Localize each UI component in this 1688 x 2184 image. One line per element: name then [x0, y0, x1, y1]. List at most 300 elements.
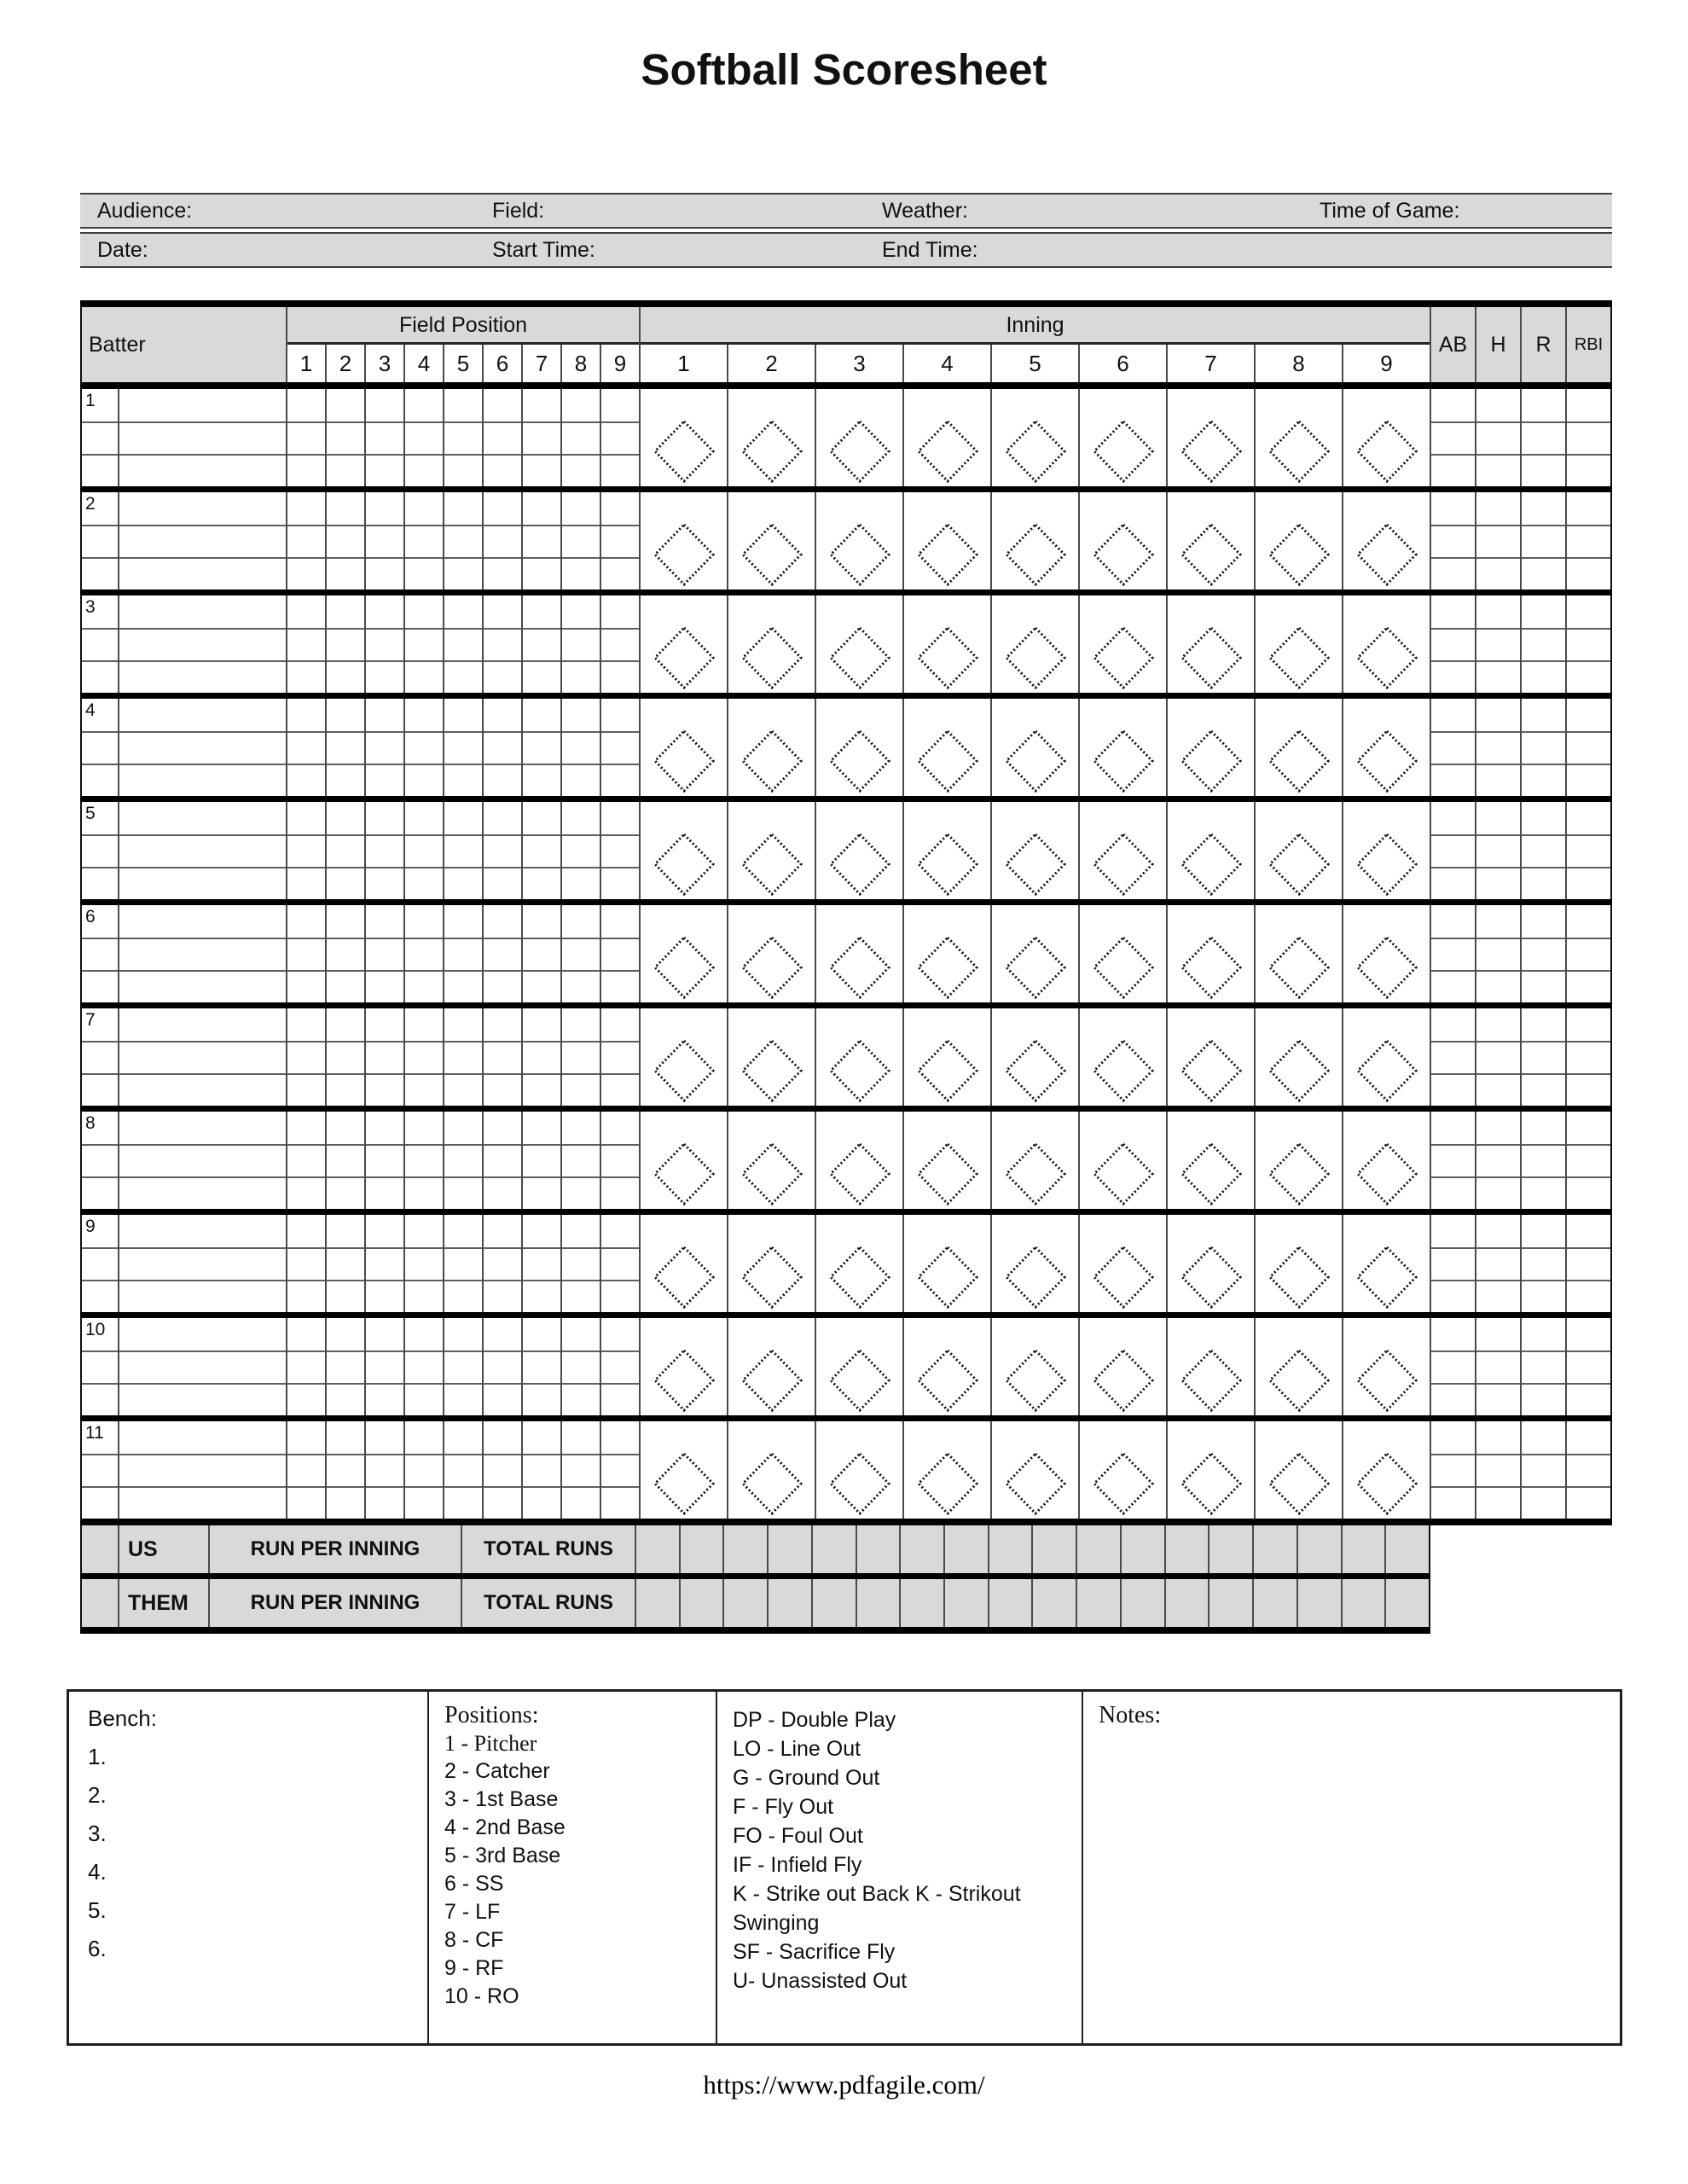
field-position-cell[interactable]: [482, 1112, 521, 1209]
inning-cell[interactable]: [641, 1112, 727, 1209]
info-field[interactable]: [865, 234, 1302, 266]
field-position-cell[interactable]: [325, 905, 364, 1002]
inning-cell[interactable]: [1342, 389, 1430, 486]
inning-cell[interactable]: [1078, 699, 1166, 796]
field-position-cell[interactable]: [521, 492, 560, 590]
field-position-cell[interactable]: [403, 905, 443, 1002]
run-cell[interactable]: [1252, 1525, 1296, 1573]
inning-cell[interactable]: [1342, 905, 1430, 1002]
run-cell[interactable]: [1341, 1525, 1385, 1573]
field-position-cell[interactable]: [364, 699, 403, 796]
field-position-cell[interactable]: [287, 389, 325, 486]
field-position-cell[interactable]: [443, 905, 482, 1002]
run-cell[interactable]: [1164, 1579, 1209, 1627]
inning-cell[interactable]: [1166, 1008, 1254, 1106]
run-cell[interactable]: [1031, 1525, 1076, 1573]
batter-name-cell[interactable]: [118, 905, 286, 1002]
run-cell[interactable]: [1076, 1525, 1120, 1573]
stat-cell[interactable]: [1430, 905, 1475, 1002]
stat-cell[interactable]: [1475, 1008, 1520, 1106]
field-position-cell[interactable]: [560, 699, 600, 796]
info-field[interactable]: [80, 195, 475, 227]
field-position-cell[interactable]: [287, 1215, 325, 1312]
field-position-cell[interactable]: [482, 699, 521, 796]
inning-cell[interactable]: [1342, 1215, 1430, 1312]
field-position-cell[interactable]: [600, 1215, 639, 1312]
inning-cell[interactable]: [727, 1112, 815, 1209]
inning-cell[interactable]: [1342, 1008, 1430, 1106]
inning-cell[interactable]: [1254, 699, 1342, 796]
field-position-cell[interactable]: [560, 492, 600, 590]
stat-cell[interactable]: [1520, 1215, 1565, 1312]
inning-cell[interactable]: [1166, 1112, 1254, 1209]
inning-cell[interactable]: [1342, 1421, 1430, 1519]
inning-cell[interactable]: [990, 1112, 1078, 1209]
stat-cell[interactable]: [1475, 905, 1520, 1002]
inning-cell[interactable]: [990, 699, 1078, 796]
inning-cell[interactable]: [641, 595, 727, 693]
field-position-cell[interactable]: [560, 1421, 600, 1519]
inning-cell[interactable]: [727, 1421, 815, 1519]
inning-cell[interactable]: [1166, 1421, 1254, 1519]
stat-cell[interactable]: [1520, 905, 1565, 1002]
field-position-cell[interactable]: [287, 595, 325, 693]
field-position-cell[interactable]: [482, 1008, 521, 1106]
inning-cell[interactable]: [641, 1421, 727, 1519]
inning-cell[interactable]: [1166, 595, 1254, 693]
footer-url[interactable]: https://www.pdfagile.com/: [703, 2070, 985, 2100]
field-position-cell[interactable]: [600, 1421, 639, 1519]
bench-item[interactable]: 6.: [88, 1936, 107, 1961]
inning-cell[interactable]: [1254, 1215, 1342, 1312]
run-cell[interactable]: [1341, 1579, 1385, 1627]
run-cell[interactable]: [1164, 1525, 1209, 1573]
field-position-cell[interactable]: [560, 1318, 600, 1415]
field-position-cell[interactable]: [364, 905, 403, 1002]
stat-cell[interactable]: [1565, 492, 1610, 590]
run-cell[interactable]: [1208, 1579, 1252, 1627]
inning-cell[interactable]: [641, 1318, 727, 1415]
bench-item[interactable]: 4.: [88, 1859, 107, 1885]
inning-cell[interactable]: [1166, 905, 1254, 1002]
field-position-cell[interactable]: [482, 595, 521, 693]
field-position-cell[interactable]: [403, 802, 443, 899]
stat-cell[interactable]: [1565, 1008, 1610, 1106]
inning-cell[interactable]: [815, 1421, 902, 1519]
inning-cell[interactable]: [902, 1112, 990, 1209]
run-cell[interactable]: [636, 1579, 679, 1627]
run-cell[interactable]: [722, 1525, 767, 1573]
inning-cell[interactable]: [727, 389, 815, 486]
field-position-cell[interactable]: [325, 699, 364, 796]
stat-cell[interactable]: [1520, 595, 1565, 693]
inning-cell[interactable]: [1254, 1421, 1342, 1519]
field-position-cell[interactable]: [521, 905, 560, 1002]
field-position-cell[interactable]: [521, 1112, 560, 1209]
inning-cell[interactable]: [990, 1318, 1078, 1415]
field-position-cell[interactable]: [325, 802, 364, 899]
field-position-cell[interactable]: [325, 1421, 364, 1519]
stat-cell[interactable]: [1565, 595, 1610, 693]
field-position-cell[interactable]: [521, 1215, 560, 1312]
stat-cell[interactable]: [1520, 1008, 1565, 1106]
stat-cell[interactable]: [1520, 802, 1565, 899]
field-position-cell[interactable]: [560, 1112, 600, 1209]
inning-cell[interactable]: [641, 905, 727, 1002]
field-position-cell[interactable]: [364, 492, 403, 590]
inning-cell[interactable]: [1342, 1112, 1430, 1209]
field-position-cell[interactable]: [521, 1318, 560, 1415]
stat-cell[interactable]: [1475, 699, 1520, 796]
batter-name-cell[interactable]: [118, 1112, 286, 1209]
info-field[interactable]: [475, 195, 865, 227]
field-position-cell[interactable]: [600, 1008, 639, 1106]
inning-cell[interactable]: [1166, 1215, 1254, 1312]
inning-cell[interactable]: [727, 1215, 815, 1312]
batter-name-cell[interactable]: [118, 595, 286, 693]
run-cell[interactable]: [811, 1579, 856, 1627]
field-position-cell[interactable]: [325, 1215, 364, 1312]
inning-cell[interactable]: [1342, 802, 1430, 899]
stat-cell[interactable]: [1430, 699, 1475, 796]
inning-cell[interactable]: [902, 389, 990, 486]
stat-cell[interactable]: [1430, 1318, 1475, 1415]
field-position-cell[interactable]: [560, 1215, 600, 1312]
field-position-cell[interactable]: [325, 1318, 364, 1415]
field-position-cell[interactable]: [325, 492, 364, 590]
stat-cell[interactable]: [1430, 1112, 1475, 1209]
info-field[interactable]: [1302, 195, 1612, 227]
inning-cell[interactable]: [1254, 1008, 1342, 1106]
run-cell[interactable]: [988, 1579, 1032, 1627]
stat-cell[interactable]: [1430, 1215, 1475, 1312]
batter-name-cell[interactable]: [118, 1318, 286, 1415]
run-cell[interactable]: [679, 1525, 723, 1573]
inning-cell[interactable]: [1254, 595, 1342, 693]
stat-cell[interactable]: [1430, 1008, 1475, 1106]
stat-cell[interactable]: [1475, 1421, 1520, 1519]
field-position-cell[interactable]: [403, 699, 443, 796]
inning-cell[interactable]: [815, 1112, 902, 1209]
field-position-cell[interactable]: [287, 802, 325, 899]
run-cell[interactable]: [988, 1525, 1032, 1573]
inning-cell[interactable]: [1254, 1112, 1342, 1209]
stat-cell[interactable]: [1520, 492, 1565, 590]
inning-cell[interactable]: [641, 802, 727, 899]
field-position-cell[interactable]: [600, 802, 639, 899]
field-position-cell[interactable]: [443, 1112, 482, 1209]
run-cell[interactable]: [943, 1579, 988, 1627]
field-position-cell[interactable]: [403, 1112, 443, 1209]
inning-cell[interactable]: [1254, 389, 1342, 486]
inning-cell[interactable]: [1254, 905, 1342, 1002]
inning-cell[interactable]: [902, 905, 990, 1002]
field-position-cell[interactable]: [364, 1112, 403, 1209]
field-position-cell[interactable]: [287, 1421, 325, 1519]
field-position-cell[interactable]: [325, 595, 364, 693]
field-position-cell[interactable]: [364, 389, 403, 486]
field-position-cell[interactable]: [443, 1318, 482, 1415]
run-cell[interactable]: [1252, 1579, 1296, 1627]
batter-name-cell[interactable]: [118, 1421, 286, 1519]
inning-cell[interactable]: [902, 699, 990, 796]
bench-item[interactable]: 5.: [88, 1897, 107, 1923]
field-position-cell[interactable]: [443, 1008, 482, 1106]
field-position-cell[interactable]: [482, 1421, 521, 1519]
field-position-cell[interactable]: [287, 905, 325, 1002]
inning-cell[interactable]: [727, 1318, 815, 1415]
stat-cell[interactable]: [1475, 1215, 1520, 1312]
field-position-cell[interactable]: [287, 699, 325, 796]
stat-cell[interactable]: [1475, 595, 1520, 693]
field-position-cell[interactable]: [521, 1421, 560, 1519]
run-cell[interactable]: [1296, 1525, 1341, 1573]
stat-cell[interactable]: [1430, 802, 1475, 899]
inning-cell[interactable]: [1342, 699, 1430, 796]
info-field[interactable]: [475, 234, 865, 266]
field-position-cell[interactable]: [364, 1421, 403, 1519]
field-position-cell[interactable]: [482, 492, 521, 590]
stat-cell[interactable]: [1565, 1215, 1610, 1312]
stat-cell[interactable]: [1565, 1421, 1610, 1519]
inning-cell[interactable]: [1078, 389, 1166, 486]
field-position-cell[interactable]: [443, 802, 482, 899]
inning-cell[interactable]: [902, 1421, 990, 1519]
run-cell[interactable]: [1208, 1525, 1252, 1573]
run-cell[interactable]: [722, 1579, 767, 1627]
field-position-cell[interactable]: [287, 1112, 325, 1209]
run-cell[interactable]: [636, 1525, 679, 1573]
inning-cell[interactable]: [727, 699, 815, 796]
stat-cell[interactable]: [1565, 905, 1610, 1002]
stat-cell[interactable]: [1430, 389, 1475, 486]
run-cell[interactable]: [1120, 1525, 1164, 1573]
inning-cell[interactable]: [902, 492, 990, 590]
field-position-cell[interactable]: [482, 802, 521, 899]
batter-name-cell[interactable]: [118, 802, 286, 899]
field-position-cell[interactable]: [521, 802, 560, 899]
field-position-cell[interactable]: [521, 389, 560, 486]
inning-cell[interactable]: [1078, 595, 1166, 693]
inning-cell[interactable]: [1342, 1318, 1430, 1415]
inning-cell[interactable]: [990, 595, 1078, 693]
field-position-cell[interactable]: [403, 1008, 443, 1106]
field-position-cell[interactable]: [287, 492, 325, 590]
inning-cell[interactable]: [815, 1008, 902, 1106]
field-position-cell[interactable]: [600, 699, 639, 796]
inning-cell[interactable]: [1254, 492, 1342, 590]
stat-cell[interactable]: [1520, 1318, 1565, 1415]
inning-cell[interactable]: [815, 492, 902, 590]
stat-cell[interactable]: [1520, 699, 1565, 796]
run-cell[interactable]: [679, 1579, 723, 1627]
inning-cell[interactable]: [1078, 1112, 1166, 1209]
field-position-cell[interactable]: [482, 389, 521, 486]
field-position-cell[interactable]: [325, 1112, 364, 1209]
run-cell[interactable]: [1384, 1579, 1429, 1627]
field-position-cell[interactable]: [403, 595, 443, 693]
inning-cell[interactable]: [641, 1008, 727, 1106]
field-position-cell[interactable]: [482, 1318, 521, 1415]
bench-item[interactable]: 1.: [88, 1744, 107, 1769]
field-position-cell[interactable]: [287, 1008, 325, 1106]
inning-cell[interactable]: [990, 1008, 1078, 1106]
inning-cell[interactable]: [727, 1008, 815, 1106]
inning-cell[interactable]: [1166, 492, 1254, 590]
field-position-cell[interactable]: [560, 802, 600, 899]
inning-cell[interactable]: [902, 595, 990, 693]
field-position-cell[interactable]: [560, 1008, 600, 1106]
field-position-cell[interactable]: [600, 1112, 639, 1209]
inning-cell[interactable]: [990, 802, 1078, 899]
field-position-cell[interactable]: [364, 1318, 403, 1415]
inning-cell[interactable]: [727, 802, 815, 899]
stat-cell[interactable]: [1565, 1112, 1610, 1209]
batter-name-cell[interactable]: [118, 699, 286, 796]
inning-cell[interactable]: [641, 389, 727, 486]
inning-cell[interactable]: [815, 699, 902, 796]
inning-cell[interactable]: [1342, 492, 1430, 590]
inning-cell[interactable]: [1166, 1318, 1254, 1415]
stat-cell[interactable]: [1475, 1112, 1520, 1209]
stat-cell[interactable]: [1520, 1421, 1565, 1519]
inning-cell[interactable]: [902, 1215, 990, 1312]
inning-cell[interactable]: [815, 595, 902, 693]
inning-cell[interactable]: [990, 492, 1078, 590]
run-cell[interactable]: [1076, 1579, 1120, 1627]
notes-section[interactable]: [1082, 1692, 1620, 2043]
field-position-cell[interactable]: [443, 389, 482, 486]
inning-cell[interactable]: [902, 802, 990, 899]
inning-cell[interactable]: [1078, 1421, 1166, 1519]
field-position-cell[interactable]: [325, 1008, 364, 1106]
field-position-cell[interactable]: [482, 905, 521, 1002]
info-field[interactable]: [1302, 234, 1612, 266]
inning-cell[interactable]: [815, 1215, 902, 1312]
stat-cell[interactable]: [1475, 1318, 1520, 1415]
inning-cell[interactable]: [1078, 492, 1166, 590]
run-cell[interactable]: [899, 1579, 943, 1627]
inning-cell[interactable]: [727, 492, 815, 590]
inning-cell[interactable]: [641, 699, 727, 796]
stat-cell[interactable]: [1475, 389, 1520, 486]
field-position-cell[interactable]: [364, 595, 403, 693]
field-position-cell[interactable]: [600, 595, 639, 693]
batter-name-cell[interactable]: [118, 1215, 286, 1312]
run-cell[interactable]: [1031, 1579, 1076, 1627]
field-position-cell[interactable]: [403, 492, 443, 590]
inning-cell[interactable]: [1078, 905, 1166, 1002]
stat-cell[interactable]: [1565, 389, 1610, 486]
field-position-cell[interactable]: [403, 1318, 443, 1415]
inning-cell[interactable]: [815, 802, 902, 899]
inning-cell[interactable]: [815, 389, 902, 486]
inning-cell[interactable]: [902, 1318, 990, 1415]
field-position-cell[interactable]: [521, 595, 560, 693]
inning-cell[interactable]: [815, 1318, 902, 1415]
batter-name-cell[interactable]: [118, 492, 286, 590]
field-position-cell[interactable]: [560, 389, 600, 486]
inning-cell[interactable]: [1342, 595, 1430, 693]
field-position-cell[interactable]: [443, 1215, 482, 1312]
field-position-cell[interactable]: [521, 1008, 560, 1106]
run-cell[interactable]: [943, 1525, 988, 1573]
inning-cell[interactable]: [990, 1421, 1078, 1519]
run-cell[interactable]: [856, 1525, 900, 1573]
stat-cell[interactable]: [1565, 802, 1610, 899]
field-position-cell[interactable]: [521, 699, 560, 796]
inning-cell[interactable]: [727, 595, 815, 693]
stat-cell[interactable]: [1520, 1112, 1565, 1209]
inning-cell[interactable]: [1078, 1318, 1166, 1415]
inning-cell[interactable]: [990, 1215, 1078, 1312]
bench-item[interactable]: 2.: [88, 1782, 107, 1808]
run-cell[interactable]: [767, 1525, 811, 1573]
field-position-cell[interactable]: [403, 1421, 443, 1519]
inning-cell[interactable]: [1166, 802, 1254, 899]
field-position-cell[interactable]: [364, 1008, 403, 1106]
field-position-cell[interactable]: [600, 492, 639, 590]
stat-cell[interactable]: [1475, 492, 1520, 590]
field-position-cell[interactable]: [560, 595, 600, 693]
run-cell[interactable]: [1296, 1579, 1341, 1627]
stat-cell[interactable]: [1430, 492, 1475, 590]
run-cell[interactable]: [899, 1525, 943, 1573]
field-position-cell[interactable]: [364, 1215, 403, 1312]
inning-cell[interactable]: [1166, 389, 1254, 486]
stat-cell[interactable]: [1430, 1421, 1475, 1519]
field-position-cell[interactable]: [443, 492, 482, 590]
inning-cell[interactable]: [641, 1215, 727, 1312]
inning-cell[interactable]: [1254, 1318, 1342, 1415]
inning-cell[interactable]: [902, 1008, 990, 1106]
run-cell[interactable]: [811, 1525, 856, 1573]
stat-cell[interactable]: [1475, 802, 1520, 899]
inning-cell[interactable]: [1078, 802, 1166, 899]
field-position-cell[interactable]: [443, 1421, 482, 1519]
field-position-cell[interactable]: [482, 1215, 521, 1312]
inning-cell[interactable]: [727, 905, 815, 1002]
stat-cell[interactable]: [1520, 389, 1565, 486]
field-position-cell[interactable]: [403, 1215, 443, 1312]
run-cell[interactable]: [767, 1579, 811, 1627]
inning-cell[interactable]: [990, 905, 1078, 1002]
run-cell[interactable]: [1120, 1579, 1164, 1627]
inning-cell[interactable]: [815, 905, 902, 1002]
field-position-cell[interactable]: [600, 905, 639, 1002]
inning-cell[interactable]: [1254, 802, 1342, 899]
inning-cell[interactable]: [1078, 1008, 1166, 1106]
run-cell[interactable]: [856, 1579, 900, 1627]
field-position-cell[interactable]: [443, 595, 482, 693]
batter-name-cell[interactable]: [118, 389, 286, 486]
field-position-cell[interactable]: [403, 389, 443, 486]
inning-cell[interactable]: [1078, 1215, 1166, 1312]
batter-name-cell[interactable]: [118, 1008, 286, 1106]
stat-cell[interactable]: [1430, 595, 1475, 693]
field-position-cell[interactable]: [287, 1318, 325, 1415]
stat-cell[interactable]: [1565, 1318, 1610, 1415]
info-field[interactable]: [80, 234, 475, 266]
inning-cell[interactable]: [1166, 699, 1254, 796]
stat-cell[interactable]: [1565, 699, 1610, 796]
run-cell[interactable]: [1384, 1525, 1429, 1573]
field-position-cell[interactable]: [364, 802, 403, 899]
field-position-cell[interactable]: [600, 1318, 639, 1415]
bench-item[interactable]: 3.: [88, 1821, 107, 1846]
field-position-cell[interactable]: [600, 389, 639, 486]
field-position-cell[interactable]: [443, 699, 482, 796]
